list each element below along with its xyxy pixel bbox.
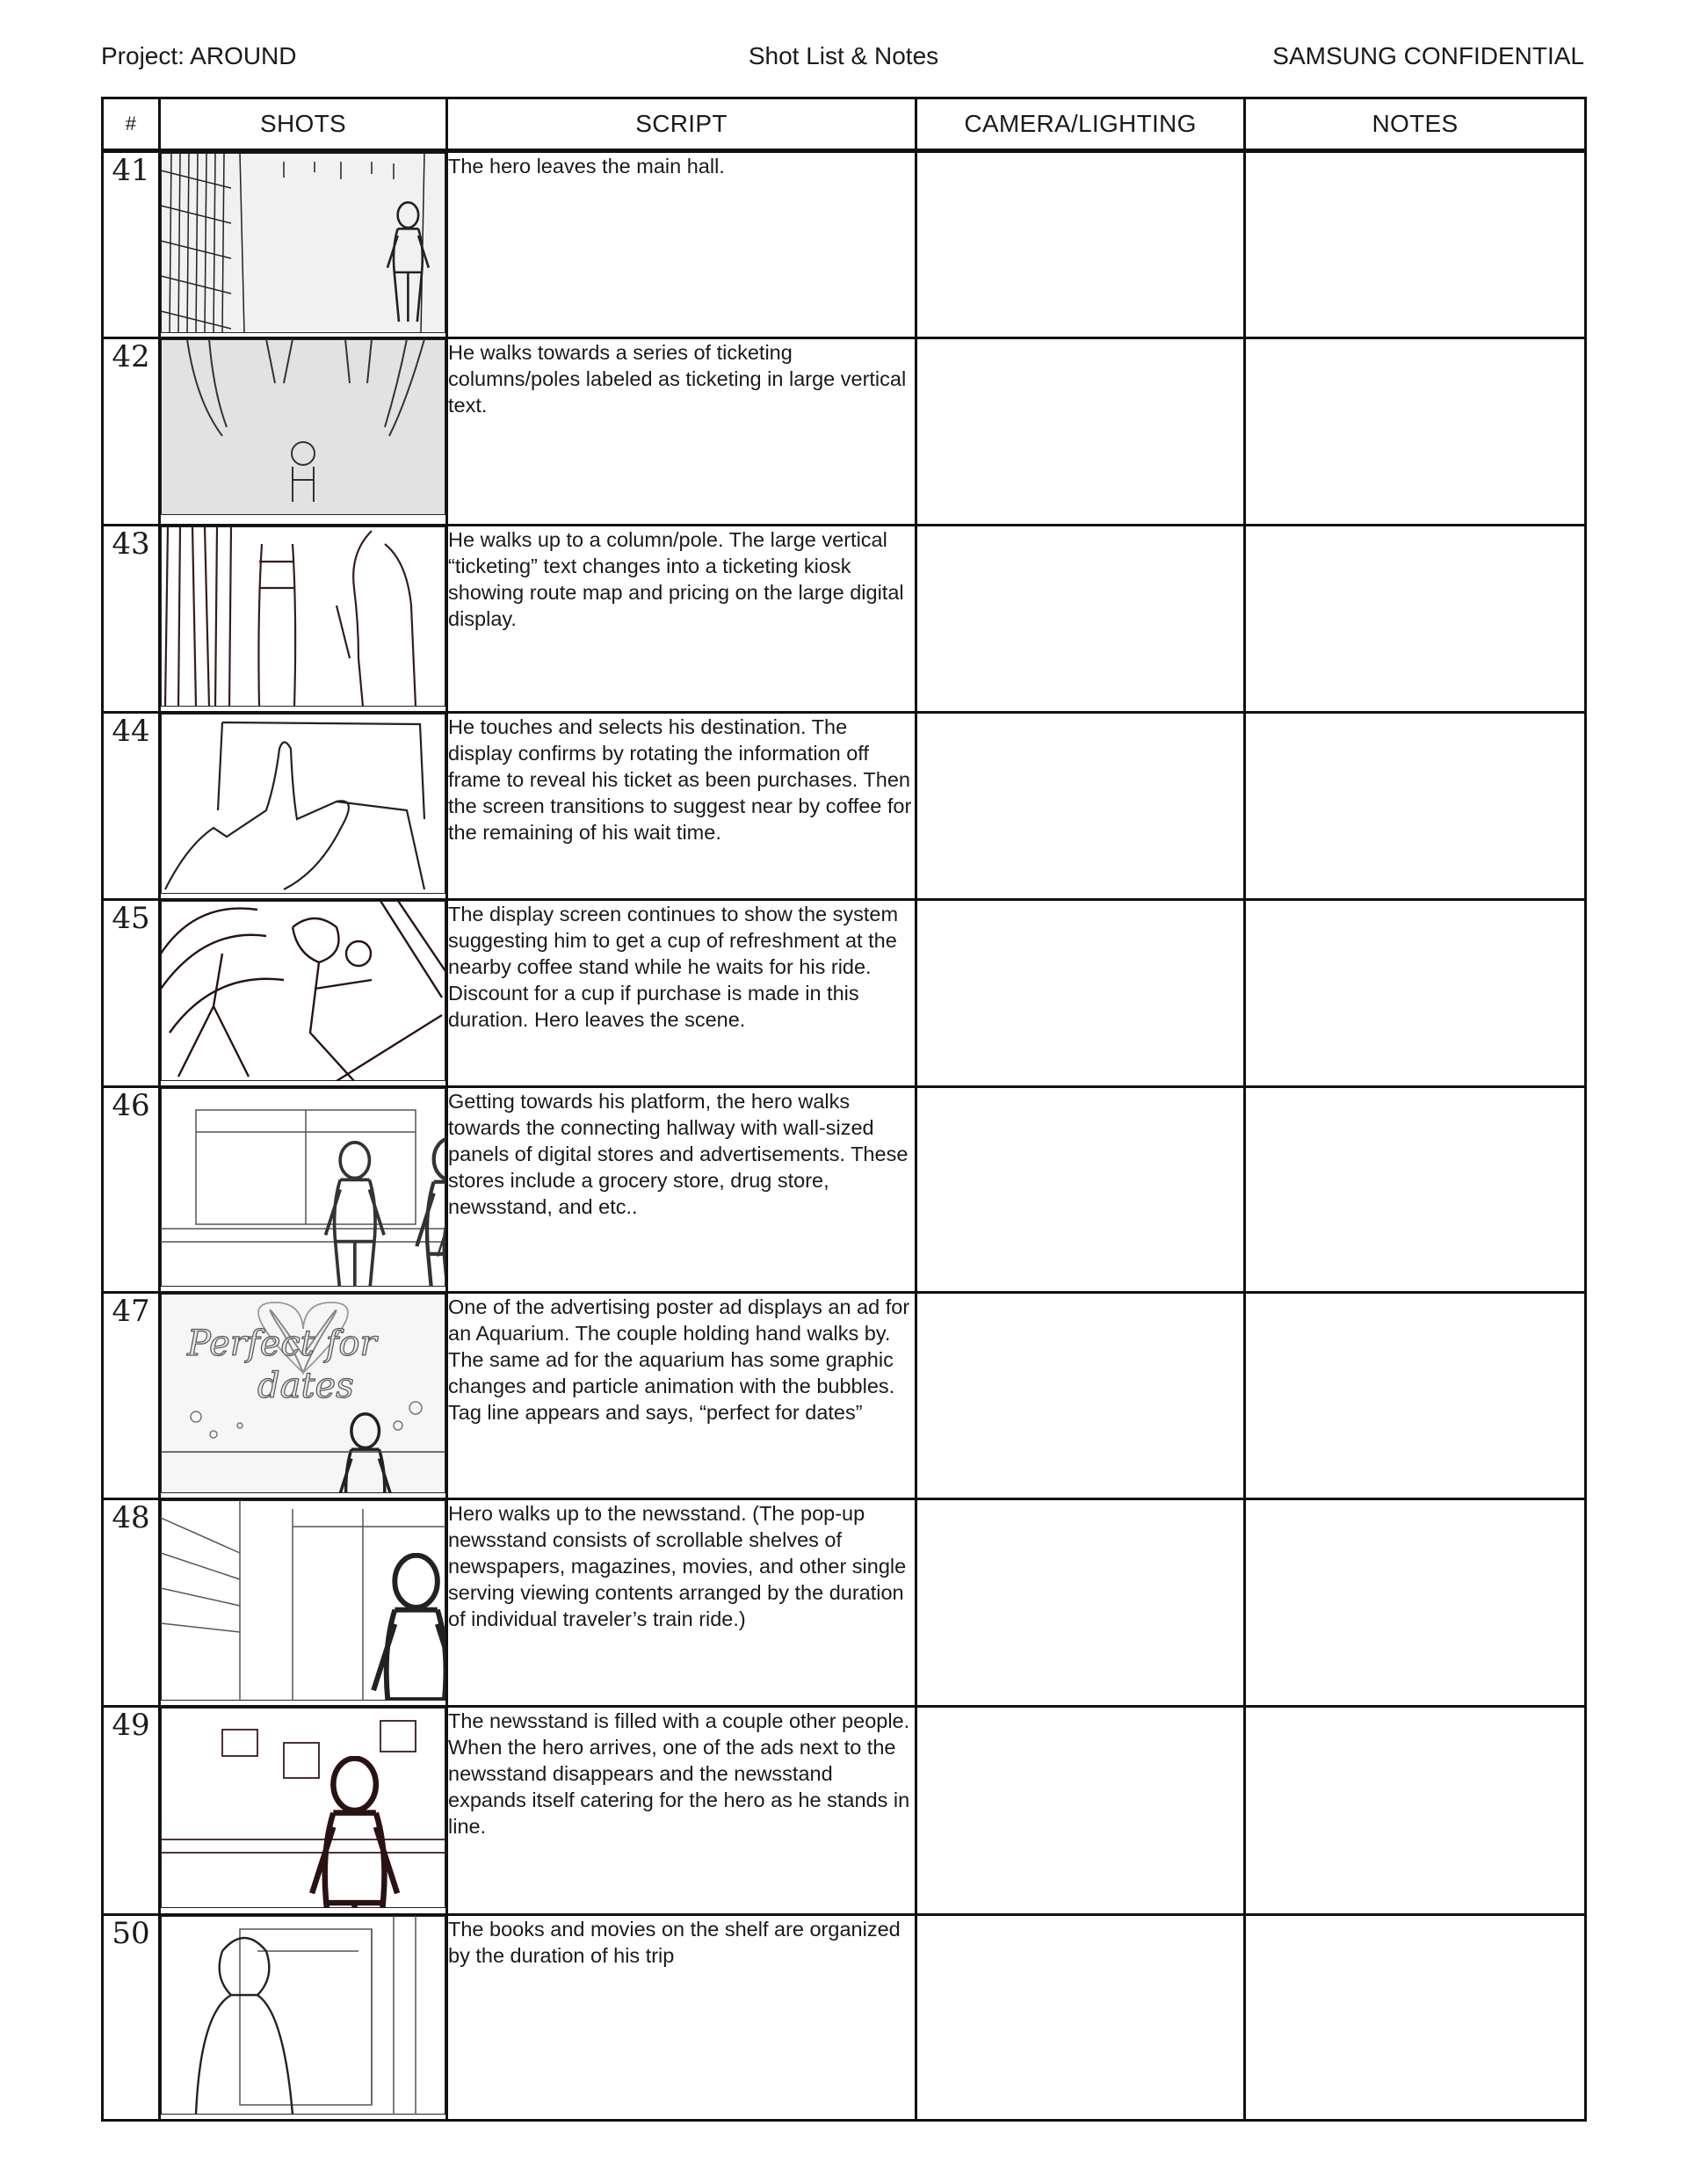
project-label: Project: AROUND — [101, 42, 297, 69]
table-row — [103, 1293, 1586, 1499]
notes-cell — [1245, 1499, 1586, 1707]
confidential-label: SAMSUNG CONFIDENTIAL — [1272, 42, 1584, 69]
notes-cell — [1245, 713, 1586, 900]
col-header-notes: NOTES — [1245, 98, 1586, 151]
aquarium-tagline-line2: dates — [257, 1366, 354, 1406]
col-header-shots: SHOTS — [160, 98, 447, 151]
script-text: The newsstand is filled with a couple other people. When the hero arrives, one of the ads next to the newsstand disappears and the newsstand expands itself catering for the hero as he stands in line. — [447, 1707, 916, 1915]
shot-number: 47 — [103, 1293, 160, 1499]
shot-number: 48 — [103, 1499, 160, 1707]
notes-cell — [1245, 1707, 1586, 1915]
table-header-row — [103, 98, 1586, 151]
table-row — [103, 526, 1586, 713]
camera-lighting-cell — [916, 1499, 1245, 1707]
notes-cell — [1245, 338, 1586, 526]
aquarium-ad-couple-sketch — [161, 1294, 445, 1493]
hero-in-main-hall-sketch — [161, 153, 445, 333]
table-row — [103, 1707, 1586, 1915]
notes-cell — [1245, 1293, 1586, 1499]
people-at-newsstand-sketch — [161, 1708, 445, 1908]
shot-number: 43 — [103, 526, 160, 713]
hero-at-column-sketch — [161, 526, 445, 707]
shot-cell — [160, 1915, 447, 2121]
script-text: He walks up to a column/pole. The large vertical “ticketing” text changes into a ticketing kiosk showing route map and pricing on the large digital display. — [447, 526, 916, 713]
shot-cell — [160, 1293, 447, 1499]
col-header-camera-lighting: CAMERA/LIGHTING — [916, 98, 1245, 151]
shot-number: 46 — [103, 1087, 160, 1293]
shot-cell — [160, 151, 447, 338]
aquarium-tagline-line1: Perfect for — [187, 1324, 377, 1364]
script-text: Hero walks up to the newsstand. (The pop-up newsstand consists of scrollable shelves of newspapers, magazines, movies, and other single serving viewing contents arranged by the duration of individual traveler’s train ride.) — [447, 1499, 916, 1707]
notes-cell — [1245, 1915, 1586, 2121]
camera-lighting-cell — [916, 1915, 1245, 2121]
hero-at-newsstand-sketch — [161, 1500, 445, 1701]
shot-cell — [160, 1499, 447, 1707]
script-text: The display screen continues to show the system suggesting him to get a cup of refreshment at the nearby coffee stand while he waits for his ride. Discount for a cup if purchase is made in this duration. Hero leaves the scene. — [447, 900, 916, 1087]
notes-cell — [1245, 526, 1586, 713]
notes-cell — [1245, 151, 1586, 338]
shot-cell — [160, 338, 447, 526]
hero-leaving-kiosk-sketch — [161, 901, 445, 1081]
script-text: He touches and selects his destination. The display confirms by rotating the information off frame to reveal his ticket as been purchases. Then the screen transitions to suggest near by coffee for the remaining of his wait time. — [447, 713, 916, 900]
hero-back-view-shelf-sketch — [161, 1916, 445, 2115]
notes-cell — [1245, 1087, 1586, 1293]
hand-touching-display-sketch — [161, 714, 445, 894]
camera-lighting-cell — [916, 526, 1245, 713]
shot-cell — [160, 900, 447, 1087]
shot-number: 41 — [103, 151, 160, 338]
script-text: He walks towards a series of ticketing columns/poles labeled as ticketing in large vertical text. — [447, 338, 916, 526]
ticketing-columns-sketch — [161, 339, 445, 515]
table-row — [103, 713, 1586, 900]
camera-lighting-cell — [916, 1293, 1245, 1499]
script-text: The hero leaves the main hall. — [447, 151, 916, 338]
table-row — [103, 1087, 1586, 1293]
col-header-script: SCRIPT — [447, 98, 916, 151]
hallway-digital-stores-sketch — [161, 1088, 445, 1287]
table-row — [103, 1499, 1586, 1707]
camera-lighting-cell — [916, 338, 1245, 526]
camera-lighting-cell — [916, 900, 1245, 1087]
script-text: One of the advertising poster ad displays an ad for an Aquarium. The couple holding hand walks by. The same ad for the aquarium has some graphic changes and particle animation with the bubbles. Tag line appears and says, “perfect for dates” — [447, 1293, 916, 1499]
camera-lighting-cell — [916, 713, 1245, 900]
table-row — [103, 900, 1586, 1087]
shot-cell — [160, 526, 447, 713]
shot-number: 42 — [103, 338, 160, 526]
camera-lighting-cell — [916, 1087, 1245, 1293]
shot-list-table — [101, 97, 1587, 2122]
script-text: Getting towards his platform, the hero walks towards the connecting hallway with wall-sized panels of digital stores and advertisements. These stores include a grocery store, drug store, newsstand, and etc.. — [447, 1087, 916, 1293]
shot-number: 50 — [103, 1915, 160, 2121]
shot-cell — [160, 713, 447, 900]
shot-cell — [160, 1087, 447, 1293]
camera-lighting-cell — [916, 1707, 1245, 1915]
shot-number: 49 — [103, 1707, 160, 1915]
col-header-number: # — [103, 98, 160, 151]
notes-cell — [1245, 900, 1586, 1087]
shot-number: 44 — [103, 713, 160, 900]
table-row — [103, 151, 1586, 338]
document-title: Shot List & Notes — [748, 42, 939, 69]
script-text: The books and movies on the shelf are organized by the duration of his trip — [447, 1915, 916, 2121]
shot-number: 45 — [103, 900, 160, 1087]
table-row — [103, 1915, 1586, 2121]
shot-cell — [160, 1707, 447, 1915]
camera-lighting-cell — [916, 151, 1245, 338]
table-row — [103, 338, 1586, 526]
